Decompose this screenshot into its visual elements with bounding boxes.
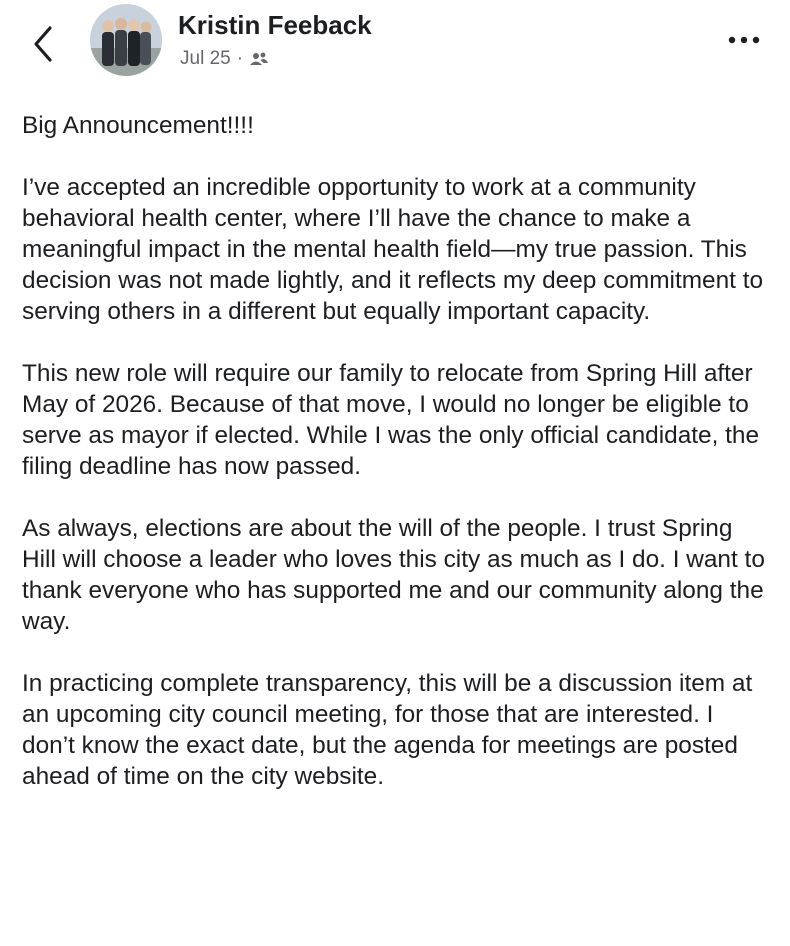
post-paragraph: As always, elections are about the will of the people. I trust Spring Hill will choose a leader who loves this city as much as I do. I want to thank everyone who has supported me and our community along the way. (22, 515, 765, 635)
author-name[interactable]: Kristin Feeback (178, 10, 372, 40)
post-headline: Big Announcement!!!! (22, 112, 254, 139)
friends-icon[interactable] (249, 51, 269, 67)
avatar[interactable] (90, 4, 162, 76)
post-paragraph: This new role will require our family to relocate from Spring Hill after May of 2026. Because of that move, I would no longer be eligible to serve as mayor if elected. While I was the only official candidate, the filing deadline has now passed. (22, 360, 760, 480)
back-button[interactable] (28, 22, 58, 66)
meta-separator: · (236, 48, 244, 69)
group-photo-icon (90, 4, 162, 76)
post-date[interactable]: Jul 25 (180, 48, 231, 69)
more-options-button[interactable] (724, 28, 764, 52)
post-paragraph: In practicing complete transparency, this will be a discussion item at an upcoming city council meeting, for those that are interested. I don’t know the exact date, but the agenda for meetings are posted ahead of time on the city website. (22, 670, 753, 790)
post-body (22, 110, 772, 823)
more-horizontal-icon (724, 28, 764, 52)
post-header (0, 0, 790, 96)
post-meta (180, 48, 269, 70)
chevron-left-icon (28, 22, 58, 66)
post-paragraph: I’ve accepted an incredible opportunity to work at a community behavioral health center, where I’ll have the chance to make a meaningful impact in the mental health field—my true passion. This decision was not made lightly, and it reflects my deep commitment to serving others in a different but equally important capacity. (22, 174, 764, 325)
